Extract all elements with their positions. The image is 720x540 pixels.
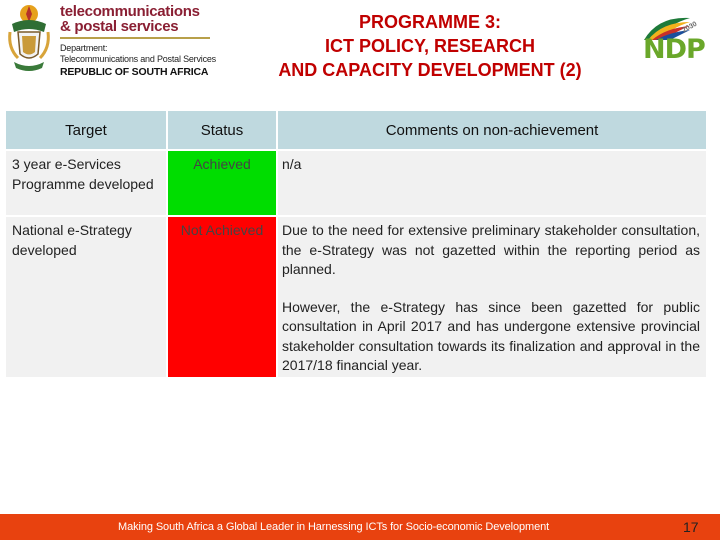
page-title [230, 10, 630, 82]
comment-paragraph: n/a [282, 156, 302, 172]
header-comments: Comments on non-achievement [278, 111, 706, 149]
comment-paragraph: Due to the need for extensive preliminary stakeholder consultation, the e-Strategy was not gazetted within the reporting period as planned. [282, 222, 700, 277]
header-status: Status [168, 111, 276, 149]
country-name: REPUBLIC OF SOUTH AFRICA [60, 66, 209, 78]
dept-full-name: Telecommunications and Postal Services [60, 54, 216, 64]
title-line-1: PROGRAMME 3: [358, 12, 501, 32]
target-cell: National e-Strategy developed [6, 217, 166, 377]
dept-name-line1: telecommunications [60, 3, 200, 20]
table-row [6, 151, 706, 215]
title-line-3: AND CAPACITY DEVELOPMENT (2) [278, 60, 582, 80]
header-target: Target [6, 111, 166, 149]
target-cell: 3 year e-Services Programme developed [6, 151, 166, 215]
status-badge: Achieved [168, 151, 276, 215]
dept-name-line2: & postal services [60, 18, 179, 35]
divider [60, 37, 210, 39]
department-logo-text [60, 4, 220, 79]
footer-bar [0, 514, 720, 540]
ndp-year: 2030 [681, 20, 699, 35]
dept-label: Department: [60, 43, 108, 53]
comment-paragraph: However, the e-Strategy has since been gazetted for public consultation in April 2017 and has undergone extensive provincial stakeholder consultation towards its finalization and approval in the 2017/18 financial year. [282, 298, 700, 373]
page-number: 17 [683, 519, 699, 535]
slide-header [0, 0, 720, 92]
ndp-wordmark: NDP [643, 34, 705, 65]
comment-cell [278, 151, 706, 215]
comment-cell [278, 217, 706, 377]
table-header-row [6, 111, 706, 149]
coat-of-arms-icon [4, 2, 54, 74]
table-row [6, 217, 706, 377]
footer-tagline: Making South Africa a Global Leader in Harnessing ICTs for Socio-economic Development [118, 521, 550, 533]
status-badge: Not Achieved [168, 217, 276, 377]
title-line-2: ICT POLICY, RESEARCH [324, 36, 536, 56]
